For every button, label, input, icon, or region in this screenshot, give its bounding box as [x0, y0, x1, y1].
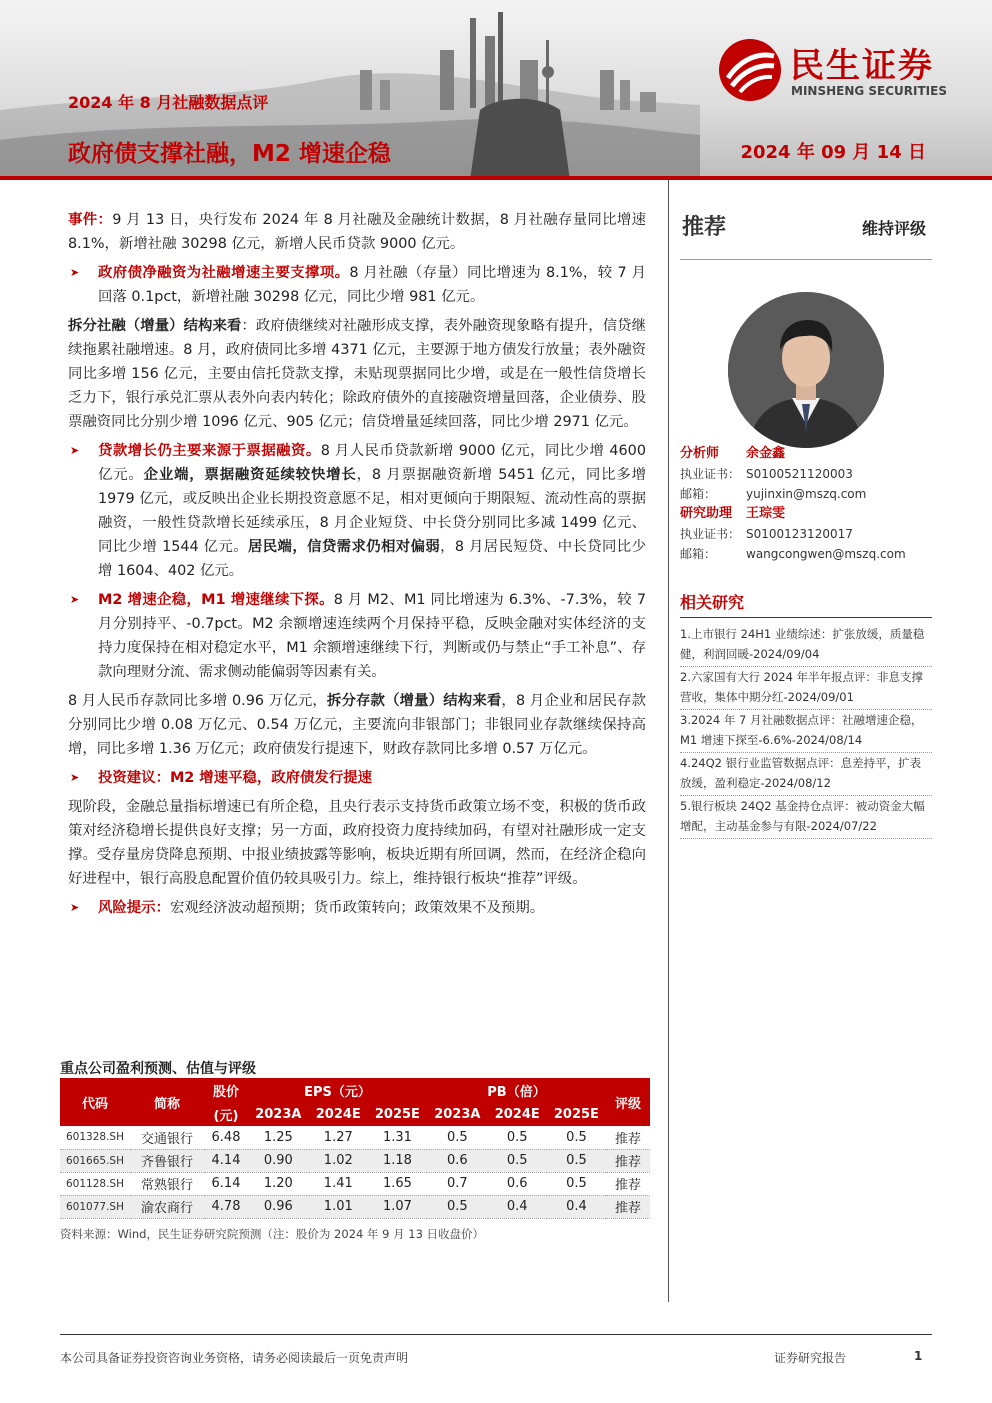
- logo-chinese-name: 民生证券: [790, 46, 934, 86]
- rating-box: [680, 208, 932, 260]
- table-row: [60, 1195, 650, 1218]
- investment-paragraph: 现阶段，金融总量指标增速已有所企稳，且央行表示支持货币政策立场不变，积极的货币政策对经济稳增长提供良好支撑；另一方面，政府投资力度持续加码，有望对社融形成一定支撑。受存量房贷降息预期、中报业绩披露等影响，板块近期有所回调，然而，在经济企稳向好进程中，银行高股息配置价值仍较具吸引力。综上，维持银行板块“推荐”评级。: [68, 799, 646, 887]
- cell-code: 601328.SH: [60, 1126, 130, 1149]
- cell-name: 常熟银行: [130, 1172, 204, 1195]
- cell-eps-2025e: 1.07: [368, 1195, 427, 1218]
- p2-text-2: ，8 月企业和居民存款分别同比少增 0.08 万亿元、0.54 万亿元，主要流向非银部门；非银同业存款继续保持高增，同比多增 1.36 万亿元；政府债发行提速下，财政存款同比多增 0.57 万亿元。: [68, 693, 646, 757]
- page-number: 1: [914, 1349, 923, 1363]
- cell-name: 齐鲁银行: [130, 1149, 204, 1172]
- email-label: 邮箱：: [680, 487, 717, 501]
- table-row: [60, 1126, 650, 1149]
- table-title: 重点公司盈利预测、估值与评级: [60, 1058, 650, 1080]
- cell-eps-2025e: 1.31: [368, 1126, 427, 1149]
- col-pb-2024e: 2024E: [488, 1102, 547, 1126]
- cell-rating: 推荐: [606, 1172, 650, 1195]
- cell-price: 6.48: [204, 1126, 248, 1149]
- cell-eps-2025e: 1.65: [368, 1172, 427, 1195]
- event-text: 9 月 13 日，央行发布 2024 年 8 月社融及金融统计数据，8 月社融存量同比增速 8.1%，新增社融 30298 亿元，新增人民币贷款 9000 亿元。: [68, 212, 646, 252]
- cell-pb-2024e: 0.5: [488, 1149, 547, 1172]
- analyst-photo: [728, 292, 884, 448]
- col-pb-2023a: 2023A: [427, 1102, 488, 1126]
- related-item[interactable]: 3.2024 年 7 月社融数据点评：社融增速企稳，M1 增速下探至-6.6%-2024/08/14: [680, 710, 932, 753]
- bullet-5: [68, 896, 646, 920]
- analyst-portrait-icon: [728, 292, 884, 448]
- cell-price: 4.14: [204, 1149, 248, 1172]
- p2-bold: 拆分存款（增量）结构来看: [326, 693, 502, 709]
- bullet-2-bold-1: 企业端，票据融资延续较快增长: [143, 467, 357, 483]
- company-logo: [718, 36, 968, 106]
- related-item[interactable]: 1.上市银行 24H1 业绩综述：扩张放缓，质量稳健，利润回暖-2024/09/04: [680, 624, 932, 667]
- minsheng-logo-icon: [718, 38, 782, 102]
- cell-name: 渝农商行: [130, 1195, 204, 1218]
- footer-divider: [60, 1334, 932, 1335]
- related-research-title: 相关研究: [680, 590, 932, 618]
- cell-price: 6.14: [204, 1172, 248, 1195]
- rating-note: 维持评级: [861, 219, 926, 238]
- col-name: 简称: [130, 1078, 204, 1126]
- table-row: [60, 1172, 650, 1195]
- event-paragraph: [68, 208, 646, 256]
- footer-doc-type: 证券研究报告: [774, 1351, 847, 1365]
- report-date: 2024 年 09 月 14 日: [740, 142, 926, 163]
- bullet-4: [68, 766, 646, 790]
- header-red-line: [0, 176, 992, 180]
- cell-code: 601077.SH: [60, 1195, 130, 1218]
- col-pb-2025e: 2025E: [547, 1102, 606, 1126]
- bullet-arrow-icon: ➤: [70, 901, 80, 914]
- col-price: 股价: [204, 1078, 248, 1102]
- cell-eps-2023a: 0.90: [248, 1149, 309, 1172]
- cell-eps-2023a: 1.25: [248, 1126, 309, 1149]
- p1-label: 拆分社融（增量）结构来看: [68, 318, 242, 334]
- related-item[interactable]: 5.银行板块 24Q2 基金持仓点评：被动资金大幅增配，主动基金参与有限-2024/07/22: [680, 796, 932, 839]
- cell-rating: 推荐: [606, 1126, 650, 1149]
- bullet-3: [68, 588, 646, 684]
- cell-pb-2025e: 0.5: [547, 1149, 606, 1172]
- table-row: [60, 1149, 650, 1172]
- p1-text: ：政府债继续对社融形成支撑，表外融资现象略有提升，信贷继续拖累社融增速。8 月，政府债同比多增 4371 亿元，主要源于地方债发行放量；表外融资同比多增 156 亿元，主要由信托贷款支撑，未贴现票据同比少增，或是在一般性信贷增长乏力下，银行承兑汇票从表外向表内转化；除政府债外的直接融资增量回落，企业债券、股票融资同比分别少增 1096 亿元、905 亿元；信贷增量延续回落，同比少增 2971 亿元。: [68, 318, 646, 430]
- cell-pb-2023a: 0.7: [427, 1172, 488, 1195]
- related-research: [680, 590, 932, 839]
- cert-label: 执业证书：: [680, 527, 741, 541]
- analyst-label: 分析师: [680, 446, 720, 461]
- cell-pb-2024e: 0.6: [488, 1172, 547, 1195]
- bullet-arrow-icon: ➤: [70, 593, 80, 606]
- bullet-arrow-icon: ➤: [70, 266, 80, 279]
- bullet-2-text-1: 8 月人民币贷款新增 9000 亿元，同比少增 4600 亿元。: [98, 443, 646, 483]
- bullet-1-text: 8 月社融（存量）同比增速为 8.1%，较 7 月回落 0.1pct，新增社融 30298 亿元，同比少增 981 亿元。: [98, 265, 646, 305]
- cell-pb-2025e: 0.5: [547, 1126, 606, 1149]
- risk-text: 宏观经济波动超预期；货币政策转向；政策效果不及预期。: [169, 900, 545, 916]
- assistant-label: 研究助理: [680, 506, 733, 521]
- cell-pb-2025e: 0.4: [547, 1195, 606, 1218]
- bullet-arrow-icon: ➤: [70, 444, 80, 457]
- bullet-1: [68, 261, 646, 309]
- risk-label: 风险提示：: [98, 900, 170, 916]
- col-eps-2023a: 2023A: [248, 1102, 309, 1126]
- assistant-email[interactable]: wangcongwen@mszq.com: [746, 547, 906, 561]
- cell-rating: 推荐: [606, 1195, 650, 1218]
- cell-code: 601128.SH: [60, 1172, 130, 1195]
- bullet-2-bold-2: 居民端，信贷需求仍相对偏弱: [248, 539, 441, 555]
- assistant-cert: S0100123120017: [746, 527, 853, 541]
- cert-label: 执业证书：: [680, 467, 741, 481]
- cell-pb-2023a: 0.6: [427, 1149, 488, 1172]
- cell-code: 601665.SH: [60, 1149, 130, 1172]
- footer-disclaimer: 本公司具备证券投资咨询业务资格，请务必阅读最后一页免责声明: [60, 1351, 409, 1365]
- report-title: 政府债支撑社融，M2 增速企稳: [68, 141, 391, 167]
- cell-pb-2024e: 0.5: [488, 1126, 547, 1149]
- sidebar: [680, 208, 932, 833]
- event-label: 事件：: [68, 212, 113, 228]
- social-financing-structure-paragraph: [68, 314, 646, 434]
- forecast-table: [60, 1078, 650, 1219]
- analyst-name: 余金鑫: [746, 446, 786, 461]
- col-rating: 评级: [606, 1078, 650, 1126]
- cell-pb-2025e: 0.5: [547, 1172, 606, 1195]
- rating-value: 推荐: [682, 215, 727, 240]
- bullet-1-title: 政府债净融资为社融增速主要支撑项。: [98, 265, 350, 281]
- cell-eps-2024e: 1.01: [309, 1195, 368, 1218]
- cell-price: 4.78: [204, 1195, 248, 1218]
- main-content: [68, 208, 646, 925]
- assistant-name: 王琮雯: [746, 506, 786, 521]
- cell-eps-2024e: 1.41: [309, 1172, 368, 1195]
- bullet-3-title: M2 增速企稳，M1 增速继续下探。: [98, 592, 334, 608]
- related-item[interactable]: 2.六家国有大行 2024 年半年报点评：非息支撑营收，集体中期分红-2024/09/01: [680, 667, 932, 710]
- analyst-email[interactable]: yujinxin@mszq.com: [746, 487, 867, 501]
- bullet-arrow-icon: ➤: [70, 771, 80, 784]
- cell-pb-2024e: 0.4: [488, 1195, 547, 1218]
- bullet-2-text-2: ，8 月票据融资新增 5451 亿元，同比多增 1979 亿元，或反映出企业长期投资意愿不足，相对更倾向于期限短、流动性高的票据融资，一般性贷款增长延续承压，8 月企业短贷、中长贷分别同比多减 1499 亿元、同比少增 1544 亿元。: [98, 467, 646, 555]
- cell-eps-2024e: 1.27: [309, 1126, 368, 1149]
- col-eps-2024e: 2024E: [309, 1102, 368, 1126]
- bullet-2-title: 贷款增长仍主要来源于票据融资。: [98, 443, 321, 459]
- bullet-4-title: 投资建议：M2 增速平稳，政府债发行提速: [98, 770, 372, 786]
- cell-name: 交通银行: [130, 1126, 204, 1149]
- column-divider: [668, 180, 669, 1302]
- logo-english-name: MINSHENG SECURITIES: [791, 84, 947, 98]
- cell-pb-2023a: 0.5: [427, 1195, 488, 1218]
- col-pb: PB（倍）: [427, 1078, 606, 1102]
- cell-rating: 推荐: [606, 1149, 650, 1172]
- table-source-note: 资料来源：Wind，民生证券研究院预测（注：股价为 2024 年 9 月 13 日收盘价）: [60, 1227, 485, 1241]
- deposit-paragraph: [68, 689, 646, 761]
- related-item[interactable]: 4.24Q2 银行业监管数据点评：息差持平，扩表放缓，盈利稳定-2024/08/12: [680, 753, 932, 796]
- bullet-2: [68, 439, 646, 583]
- col-price-unit: (元): [204, 1102, 248, 1126]
- email-label: 邮箱：: [680, 547, 717, 561]
- col-eps-2025e: 2025E: [368, 1102, 427, 1126]
- cell-eps-2024e: 1.02: [309, 1149, 368, 1172]
- col-eps: EPS（元）: [248, 1078, 427, 1102]
- analyst-info: [680, 444, 932, 564]
- cell-pb-2023a: 0.5: [427, 1126, 488, 1149]
- cell-eps-2023a: 0.96: [248, 1195, 309, 1218]
- p2-text-1: 8 月人民币存款同比多增 0.96 万亿元，: [68, 693, 327, 709]
- col-code: 代码: [60, 1078, 130, 1126]
- cell-eps-2023a: 1.20: [248, 1172, 309, 1195]
- bullet-2-text-3: ，8 月居民短贷、中长贷同比少增 1604、402 亿元。: [98, 539, 646, 579]
- cell-eps-2025e: 1.18: [368, 1149, 427, 1172]
- bullet-3-text: 8 月 M2、M1 同比增速为 6.3%、-7.3%，较 7 月分别持平、-0.7pct。M2 余额增速连续两个月保持平稳，反映金融对实体经济的支持力度保持在相对稳定水平，M1 余额增速继续下行，判断或仍与禁止“手工补息”、存款向理财分流、需求侧动能偏弱等因素有关。: [98, 592, 646, 680]
- analyst-cert: S0100521120003: [746, 467, 853, 481]
- report-type: 2024 年 8 月社融数据点评: [68, 93, 269, 112]
